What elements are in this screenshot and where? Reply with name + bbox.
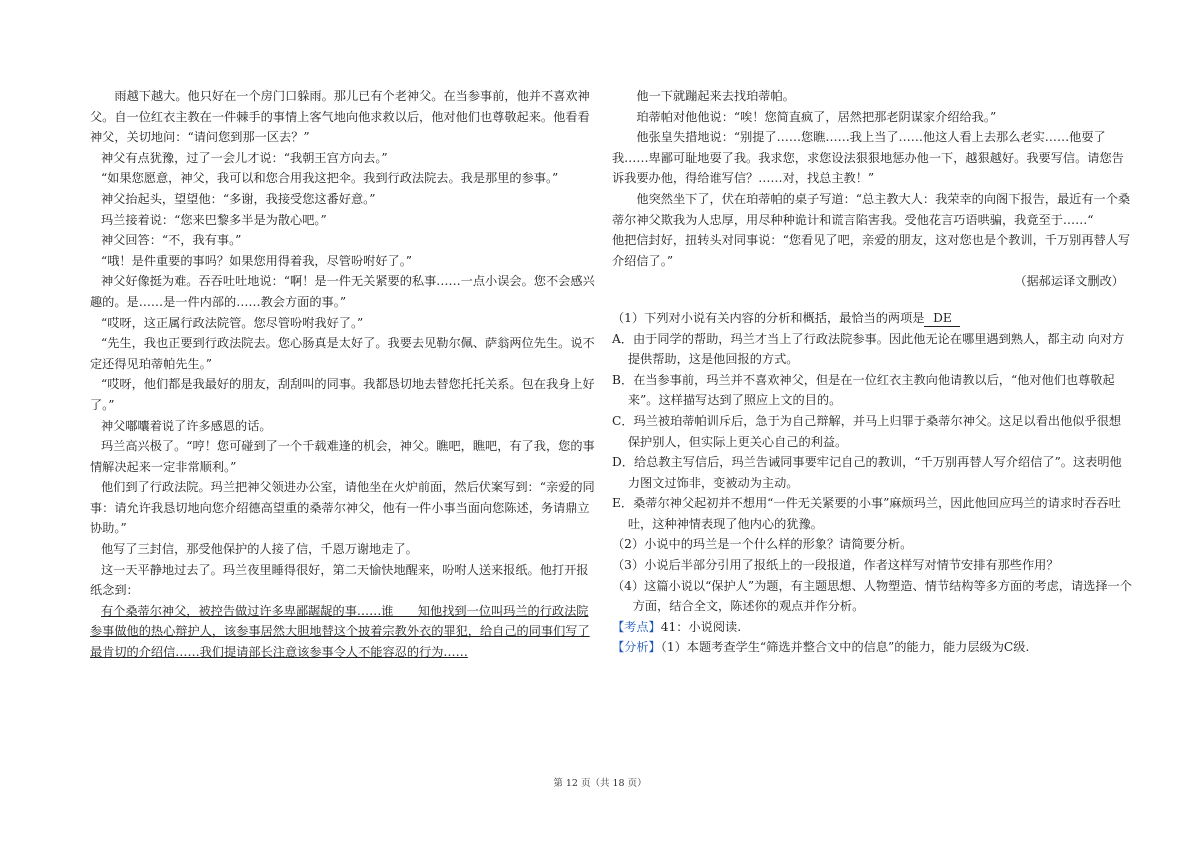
paragraph: 他写了三封信，那受他保护的人接了信，千恩万谢地走了。	[100, 542, 418, 557]
question-3: （3）小说后半部分引用了报纸上的一段报道，作者这样写对情节安排有那些作用？	[612, 558, 1059, 573]
question-4: （4）这篇小说以“保护人”为题，有主题思想、人物塑造、情节结构等多方面的考虑，请选择一个方面，结合全文，陈述你的观点并作分析。	[612, 578, 1132, 614]
paragraph: “如果您愿意，神父，我可以和您合用我这把伞。我到行政法院去。我是那里的参事。”	[100, 171, 559, 186]
paragraph: 他把信封好，扭转头对同事说：“您看见了吧，亲爱的朋友，这对您也是个教训，千万别再替人写介绍信了。”	[612, 233, 1131, 268]
option-e: E．桑蒂尔神父起初并不想用“一件无关紧要的小事”麻烦玛兰，因此他回应玛兰的请求时吞吞吐吐，这种神情表现了他内心的犹豫。	[612, 496, 1121, 531]
option-d: D．给总教主写信后，玛兰告诫同事要牢记自己的教训，“千万别再替人写介绍信了”。这表明他力图文过饰非，变被动为主动。	[612, 455, 1122, 490]
option-b: B．在当参事前，玛兰并不喜欢神父，但是在一位红衣主教向他请教以后，“他对他们也尊敬起来”。这样描写达到了照应上文的目的。	[612, 372, 1115, 408]
right-column	[612, 86, 1132, 658]
paragraph: 他突然坐下了，伏在珀蒂帕的桌子写道：“总主教大人：我荣幸的向阁下报告，最近有一个桑蒂尔神父欺我为人忠厚，用尽种种诡计和谎言陷害我。受他花言巧语哄骗，我竟至于……“	[612, 191, 1131, 227]
option-a: A．由于同学的帮助，玛兰才当上了行政法院参事。因此他无论在哪里遇到熟人，都主动 向对方提供帮助，这是他回报的方式。	[612, 331, 1125, 367]
kaodian-text: 41：小说阅读.	[660, 619, 742, 634]
paragraph: 神父嘟囔着说了许多感恩的话。	[100, 418, 272, 433]
paragraph: 这一天平静地过去了。玛兰夜里睡得很好，第二天愉快地醒来，吩咐人送来报纸。他打开报纸念到：	[90, 562, 589, 598]
paragraph: 他一下就蹦起来去找珀蒂帕。	[636, 89, 795, 103]
paragraph: 神父有点犹豫，过了一会儿才说：“我朝王宫方向去。”	[100, 150, 388, 165]
paragraph: “哎呀，这正属行政法院管。您尽管吩咐我好了。”	[100, 315, 364, 330]
paragraph: “哎呀，他们都是我最好的朋友，刮刮叫的同事。我都恳切地去替您托托关系。包在我身上好了。”	[90, 377, 595, 412]
fenxi-text: （1）本题考查学生“筛选并整合文中的信息”的能力，能力层级为C级.	[660, 640, 1030, 655]
paragraph: 神父好像挺为难。吞吞吐吐地说：“啊！是一件无关紧要的私事……一点小误会。您不会感兴趣的。是……是一件内部的……教会方面的事。”	[90, 274, 595, 309]
paragraph: 神父抬起头，望望他：“多谢，我接受您这番好意。”	[100, 191, 376, 206]
paragraph: 他们到了行政法院。玛兰把神父领进办公室，请他坐在火炉前面，然后伏案写到：“亲爱的同事：请允许我恳切地向您介绍德高望重的桑蒂尔神父，他有一件小事当面向您陈述，务请鼎立协助。”	[90, 480, 595, 536]
question-1	[612, 308, 1132, 329]
kaodian-tag: 【考点】	[612, 619, 661, 634]
newspaper-quote: 有个桑蒂尔神父，被控告做过许多卑鄙龌龊的事……谁 知他找到一位叫玛兰的行政法院参事做他的热心辩护人，该参事居然大胆地替这个披着宗教外衣的罪犯，给自己的同事们写了最肯切的介绍信……我们提请部长注意该参事令人不能容忍的行为……	[90, 603, 590, 660]
paragraph: 他张皇失措地说：“别提了……您瞧……我上当了……他这人看上去那么老实……他耍了我……卑鄙可耻地耍了我。我求您，求您设法狠狠地惩办他一下，越狠越好。我要写信。请您告诉我要办他，得给谁写信？……对，找总主教！”	[612, 130, 1124, 186]
paragraph: 珀蒂帕对他他说：“唉！您简直疯了，居然把那老阴谋家介绍给我。”	[636, 109, 997, 124]
kaodian-line	[612, 617, 1132, 638]
page-footer: 第 12 页（共 18 页）	[553, 778, 647, 789]
paragraph: “哦！是件重要的事吗？如果您用得着我，尽管吩咐好了。”	[100, 253, 413, 268]
answer-blank: DE	[924, 311, 960, 327]
question-1-text: （1）下列对小说有关内容的分析和概括，最恰当的两项是	[612, 310, 925, 325]
fenxi-line	[612, 637, 1132, 658]
fenxi-tag: 【分析】	[612, 640, 661, 655]
spacer	[612, 292, 1132, 308]
option-c: C．玛兰被珀蒂帕训斥后，急于为自己辩解，并马上归罪于桑蒂尔神父。这足以看出他似乎很想保护别人，但实际上更关心自己的利益。	[612, 413, 1122, 449]
left-column	[90, 86, 598, 663]
paragraph: 玛兰高兴极了。“哼！您可碰到了一个千载难逢的机会，神父。瞧吧，瞧吧，有了我，您的事情解决起来一定非常顺利。”	[90, 439, 595, 474]
paragraph: 玛兰接着说：“您来巴黎多半是为散心吧。”	[100, 212, 327, 227]
paragraph: 雨越下越大。他只好在一个房门口躲雨。那儿已有个老神父。在当参事前，他并不喜欢神父。自一位红衣主教在一件棘手的事情上客气地向他求救以后，他对他们也尊敬起来。他看看神父，关切地问：“请问您到那一区去？”	[90, 89, 590, 145]
paragraph: “先生，我也正要到行政法院去。您心肠真是太好了。我要去见勒尔佩、萨翁两位先生。说不定还得见珀蒂帕先生。”	[90, 336, 595, 371]
question-2: （2）小说中的玛兰是一个什么样的形象？请简要分析。	[612, 537, 913, 552]
paragraph: 神父回答：“不，我有事。”	[100, 233, 242, 248]
source-note: （据郝运译文删改）	[1014, 274, 1124, 289]
